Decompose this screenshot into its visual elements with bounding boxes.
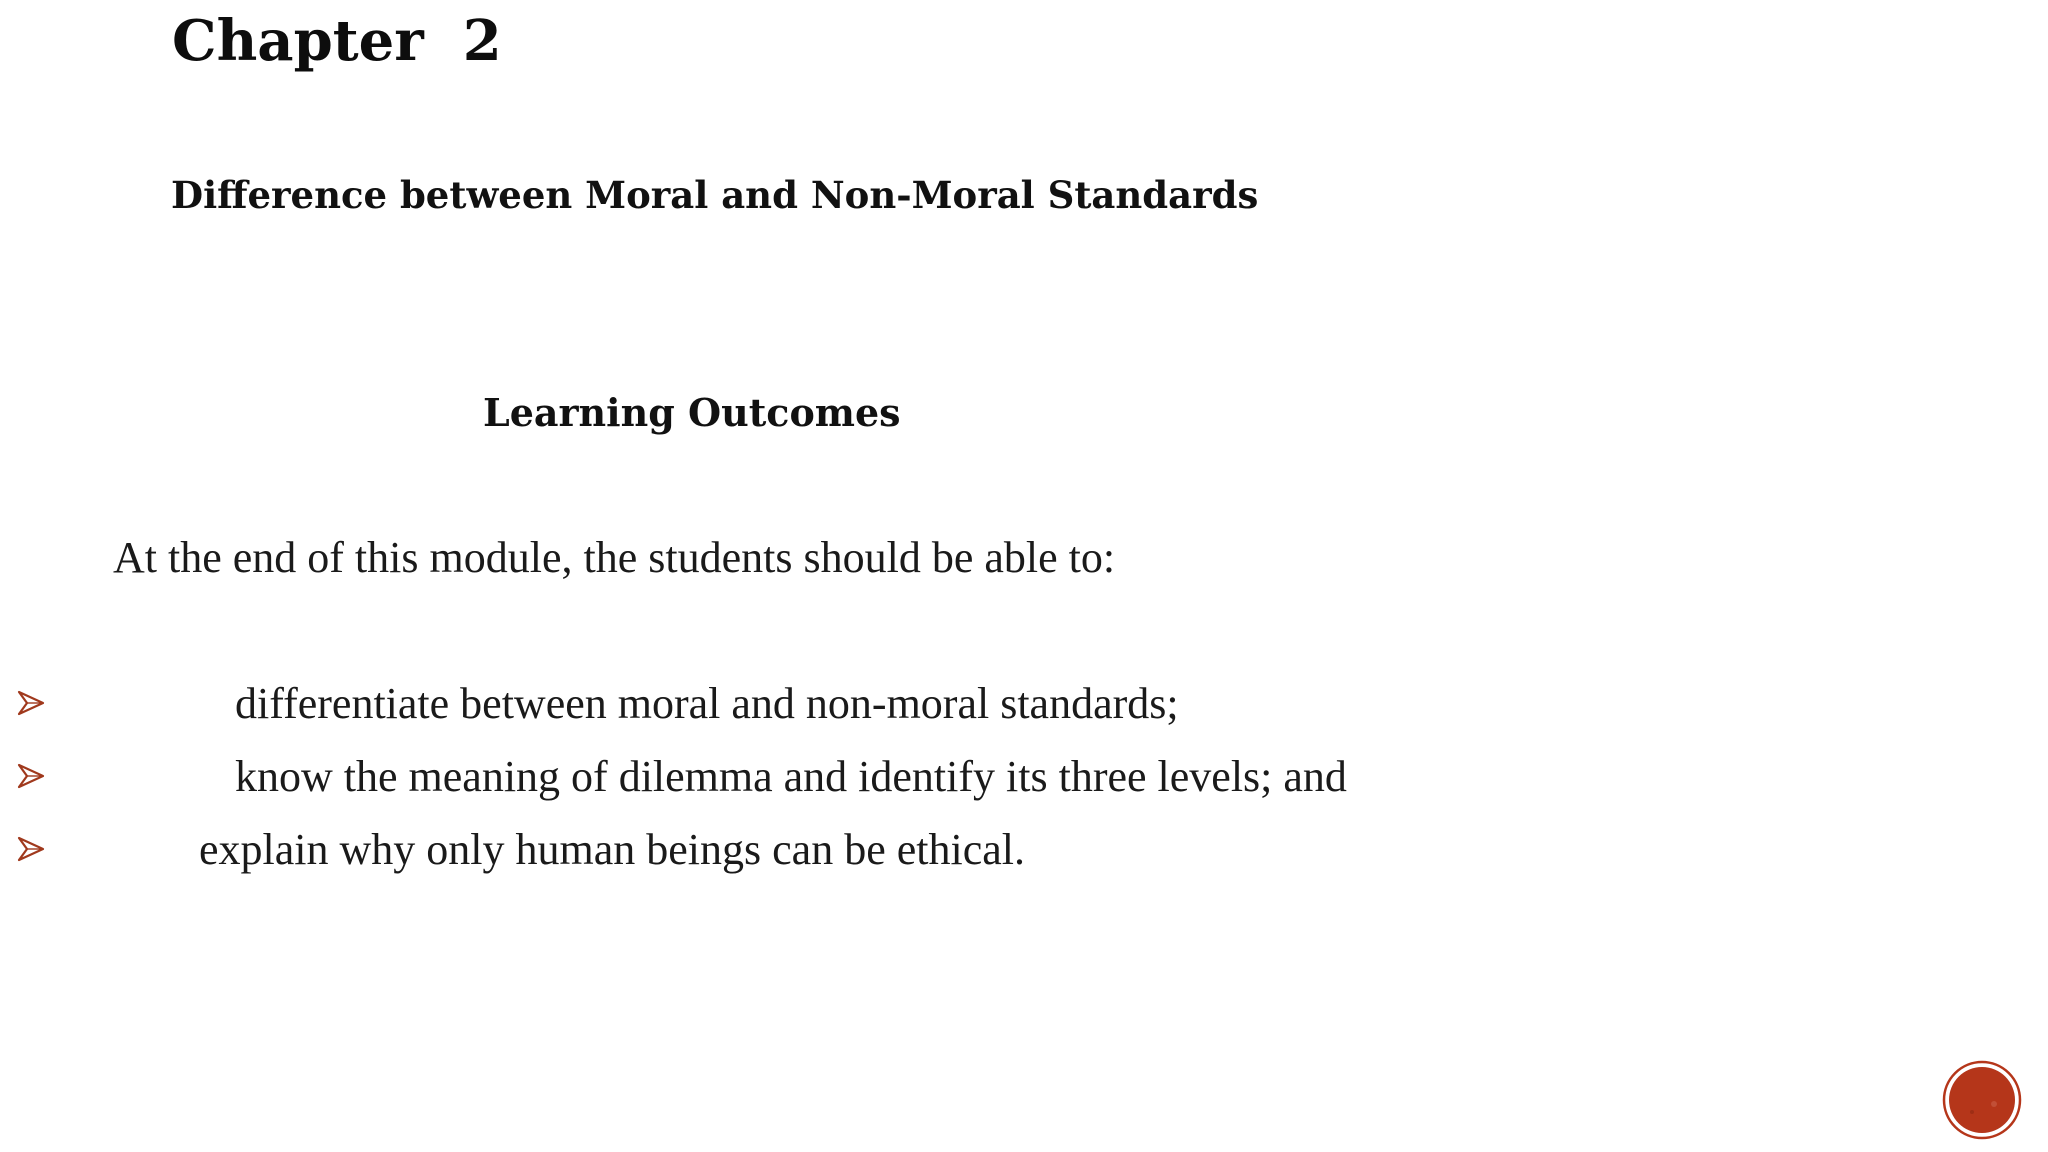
intro-text: At the end of this module, the students should be able to: — [113, 533, 1116, 582]
outcome-text: know the meaning of dilemma and identify its three levels; and — [235, 752, 1347, 801]
outcome-text: differentiate between moral and non-moral standards; — [235, 679, 1179, 728]
arrow-bullet-icon — [16, 688, 46, 718]
arrow-bullet-icon — [16, 834, 46, 864]
list-item — [0, 749, 2048, 809]
chapter-subtitle: Difference between Moral and Non-Moral Standards — [171, 173, 1259, 217]
list-item — [0, 822, 2048, 882]
outcome-text: explain why only human beings can be ethical. — [199, 825, 1025, 874]
navigation-circle-icon[interactable] — [1942, 1060, 2022, 1140]
arrow-bullet-icon — [16, 761, 46, 791]
chapter-title: Chapter 2 — [172, 8, 502, 74]
list-item — [0, 676, 2048, 736]
learning-outcomes-heading: Learning Outcomes — [483, 390, 901, 435]
